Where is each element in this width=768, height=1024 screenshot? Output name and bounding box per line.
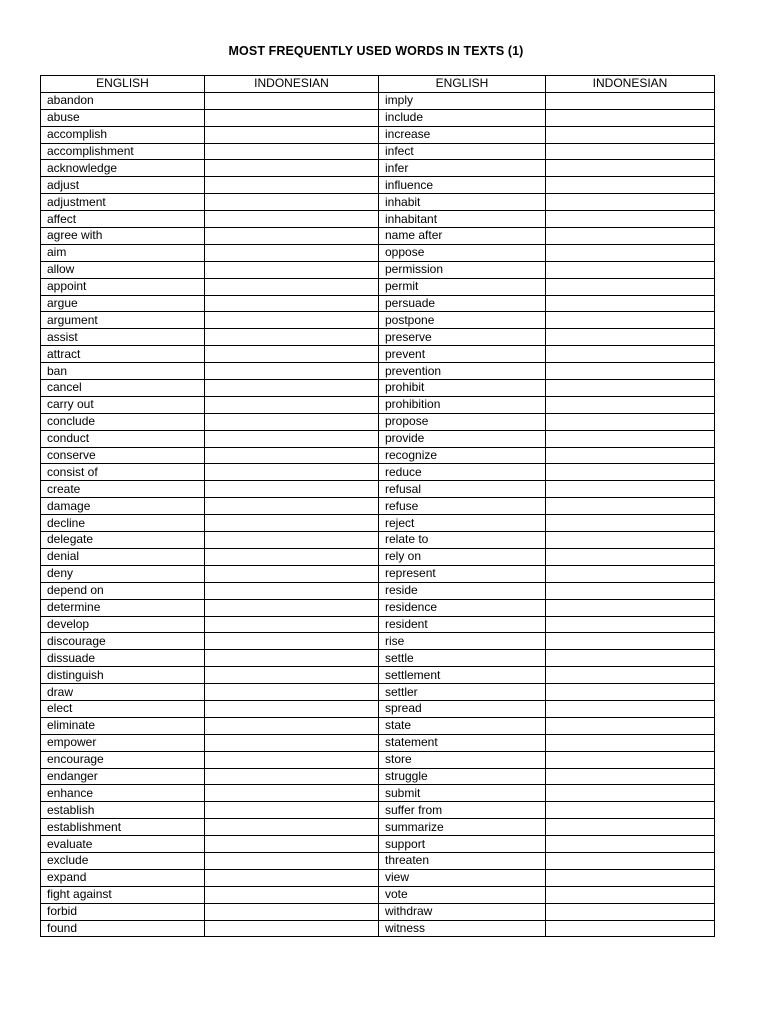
table-row [41, 616, 715, 633]
english-word-right: prohibit [379, 380, 546, 397]
english-word-right: summarize [379, 819, 546, 836]
english-word-left: argument [41, 312, 205, 329]
indonesian-answer-cell-left[interactable] [205, 903, 379, 920]
english-word-left: depend on [41, 582, 205, 599]
english-word-right: settler [379, 684, 546, 701]
table-row [41, 194, 715, 211]
indonesian-answer-cell-left[interactable] [205, 363, 379, 380]
indonesian-answer-cell-left[interactable] [205, 650, 379, 667]
indonesian-answer-cell-right[interactable] [546, 295, 715, 312]
indonesian-answer-cell-right[interactable] [546, 886, 715, 903]
indonesian-answer-cell-right[interactable] [546, 616, 715, 633]
indonesian-answer-cell-right[interactable] [546, 734, 715, 751]
indonesian-answer-cell-left[interactable] [205, 616, 379, 633]
table-row [41, 261, 715, 278]
english-word-left: establishment [41, 819, 205, 836]
english-word-right: inhabitant [379, 211, 546, 228]
english-word-right: submit [379, 785, 546, 802]
indonesian-answer-cell-right[interactable] [546, 819, 715, 836]
indonesian-answer-cell-right[interactable] [546, 903, 715, 920]
table-row [41, 920, 715, 937]
indonesian-answer-cell-right[interactable] [546, 650, 715, 667]
english-word-left: endanger [41, 768, 205, 785]
english-word-right: refuse [379, 498, 546, 515]
page-title: MOST FREQUENTLY USED WORDS IN TEXTS (1) [228, 44, 524, 58]
english-word-left: assist [41, 329, 205, 346]
table-row [41, 582, 715, 599]
indonesian-answer-cell-left[interactable] [205, 582, 379, 599]
indonesian-answer-cell-left[interactable] [205, 430, 379, 447]
english-word-left: cancel [41, 380, 205, 397]
table-row [41, 92, 715, 109]
indonesian-answer-cell-left[interactable] [205, 532, 379, 549]
indonesian-answer-cell-right[interactable] [546, 565, 715, 582]
table-row [41, 532, 715, 549]
english-word-left: deny [41, 565, 205, 582]
indonesian-answer-cell-right[interactable] [546, 143, 715, 160]
english-word-right: suffer from [379, 802, 546, 819]
indonesian-answer-cell-left[interactable] [205, 464, 379, 481]
english-word-left: adjust [41, 177, 205, 194]
english-word-right: view [379, 869, 546, 886]
indonesian-answer-cell-left[interactable] [205, 819, 379, 836]
indonesian-answer-cell-left[interactable] [205, 160, 379, 177]
indonesian-answer-cell-right[interactable] [546, 228, 715, 245]
english-word-right: prevention [379, 363, 546, 380]
table-row [41, 430, 715, 447]
table-row [41, 903, 715, 920]
indonesian-answer-cell-right[interactable] [546, 599, 715, 616]
indonesian-answer-cell-right[interactable] [546, 802, 715, 819]
table-row [41, 802, 715, 819]
indonesian-answer-cell-right[interactable] [546, 700, 715, 717]
table-row [41, 548, 715, 565]
english-word-left: encourage [41, 751, 205, 768]
vocabulary-table-body [41, 92, 715, 937]
indonesian-answer-cell-left[interactable] [205, 734, 379, 751]
indonesian-answer-cell-left[interactable] [205, 261, 379, 278]
indonesian-answer-cell-right[interactable] [546, 447, 715, 464]
table-row [41, 464, 715, 481]
indonesian-answer-cell-left[interactable] [205, 684, 379, 701]
indonesian-answer-cell-left[interactable] [205, 886, 379, 903]
table-row [41, 143, 715, 160]
table-row [41, 278, 715, 295]
indonesian-answer-cell-left[interactable] [205, 869, 379, 886]
indonesian-answer-cell-left[interactable] [205, 244, 379, 261]
indonesian-answer-cell-right[interactable] [546, 211, 715, 228]
english-word-right: settle [379, 650, 546, 667]
indonesian-answer-cell-left[interactable] [205, 413, 379, 430]
indonesian-answer-cell-right[interactable] [546, 177, 715, 194]
table-row [41, 126, 715, 143]
indonesian-answer-cell-left[interactable] [205, 295, 379, 312]
indonesian-answer-cell-right[interactable] [546, 160, 715, 177]
english-word-left: draw [41, 684, 205, 701]
english-word-right: residence [379, 599, 546, 616]
english-word-right: rise [379, 633, 546, 650]
english-word-right: provide [379, 430, 546, 447]
english-word-right: struggle [379, 768, 546, 785]
english-word-right: infer [379, 160, 546, 177]
indonesian-answer-cell-left[interactable] [205, 92, 379, 109]
indonesian-answer-cell-left[interactable] [205, 396, 379, 413]
english-word-left: adjustment [41, 194, 205, 211]
indonesian-answer-cell-right[interactable] [546, 717, 715, 734]
table-row [41, 717, 715, 734]
indonesian-answer-cell-left[interactable] [205, 498, 379, 515]
table-row [41, 380, 715, 397]
english-word-left: establish [41, 802, 205, 819]
table-row [41, 565, 715, 582]
indonesian-answer-cell-left[interactable] [205, 700, 379, 717]
english-word-right: oppose [379, 244, 546, 261]
english-word-left: accomplish [41, 126, 205, 143]
table-row [41, 447, 715, 464]
indonesian-answer-cell-right[interactable] [546, 244, 715, 261]
english-word-right: imply [379, 92, 546, 109]
english-word-left: attract [41, 346, 205, 363]
english-word-right: store [379, 751, 546, 768]
english-word-right: reduce [379, 464, 546, 481]
table-row [41, 160, 715, 177]
english-word-left: carry out [41, 396, 205, 413]
english-word-right: reject [379, 515, 546, 532]
english-word-left: affect [41, 211, 205, 228]
table-row [41, 700, 715, 717]
indonesian-answer-cell-right[interactable] [546, 92, 715, 109]
english-word-right: threaten [379, 852, 546, 869]
indonesian-answer-cell-right[interactable] [546, 413, 715, 430]
indonesian-answer-cell-right[interactable] [546, 869, 715, 886]
indonesian-answer-cell-right[interactable] [546, 532, 715, 549]
table-header-row [41, 76, 715, 93]
english-word-right: relate to [379, 532, 546, 549]
english-word-left: abandon [41, 92, 205, 109]
indonesian-answer-cell-right[interactable] [546, 481, 715, 498]
english-word-left: delegate [41, 532, 205, 549]
english-word-left: denial [41, 548, 205, 565]
english-word-right: witness [379, 920, 546, 937]
table-row [41, 498, 715, 515]
english-word-right: include [379, 109, 546, 126]
indonesian-answer-cell-right[interactable] [546, 346, 715, 363]
indonesian-answer-cell-left[interactable] [205, 312, 379, 329]
indonesian-answer-cell-left[interactable] [205, 447, 379, 464]
indonesian-answer-cell-right[interactable] [546, 515, 715, 532]
english-word-left: allow [41, 261, 205, 278]
indonesian-answer-cell-left[interactable] [205, 920, 379, 937]
indonesian-answer-cell-right[interactable] [546, 768, 715, 785]
english-word-left: create [41, 481, 205, 498]
indonesian-answer-cell-right[interactable] [546, 261, 715, 278]
table-row [41, 751, 715, 768]
table-row [41, 413, 715, 430]
indonesian-answer-cell-right[interactable] [546, 633, 715, 650]
english-word-right: postpone [379, 312, 546, 329]
indonesian-answer-cell-right[interactable] [546, 582, 715, 599]
english-word-right: preserve [379, 329, 546, 346]
indonesian-answer-cell-right[interactable] [546, 329, 715, 346]
english-word-right: resident [379, 616, 546, 633]
english-word-left: acknowledge [41, 160, 205, 177]
indonesian-answer-cell-right[interactable] [546, 396, 715, 413]
english-word-left: conserve [41, 447, 205, 464]
table-row [41, 109, 715, 126]
indonesian-answer-cell-right[interactable] [546, 278, 715, 295]
english-word-left: evaluate [41, 836, 205, 853]
indonesian-answer-cell-left[interactable] [205, 481, 379, 498]
indonesian-answer-cell-left[interactable] [205, 633, 379, 650]
indonesian-answer-cell-left[interactable] [205, 768, 379, 785]
table-row [41, 177, 715, 194]
indonesian-answer-cell-right[interactable] [546, 852, 715, 869]
indonesian-answer-cell-left[interactable] [205, 380, 379, 397]
english-word-left: dissuade [41, 650, 205, 667]
english-word-left: conclude [41, 413, 205, 430]
indonesian-answer-cell-right[interactable] [546, 785, 715, 802]
table-row [41, 599, 715, 616]
table-row [41, 363, 715, 380]
english-word-left: distinguish [41, 667, 205, 684]
english-word-right: permission [379, 261, 546, 278]
english-word-left: abuse [41, 109, 205, 126]
english-word-right: reside [379, 582, 546, 599]
indonesian-answer-cell-left[interactable] [205, 599, 379, 616]
indonesian-answer-cell-left[interactable] [205, 211, 379, 228]
english-word-right: withdraw [379, 903, 546, 920]
english-word-right: name after [379, 228, 546, 245]
english-word-right: recognize [379, 447, 546, 464]
english-word-right: influence [379, 177, 546, 194]
indonesian-answer-cell-left[interactable] [205, 228, 379, 245]
indonesian-answer-cell-right[interactable] [546, 667, 715, 684]
indonesian-answer-cell-right[interactable] [546, 363, 715, 380]
indonesian-answer-cell-right[interactable] [546, 751, 715, 768]
english-word-left: ban [41, 363, 205, 380]
table-row [41, 869, 715, 886]
header-indonesian-left: INDONESIAN [205, 76, 379, 93]
indonesian-answer-cell-left[interactable] [205, 109, 379, 126]
english-word-right: spread [379, 700, 546, 717]
indonesian-answer-cell-left[interactable] [205, 143, 379, 160]
table-row [41, 515, 715, 532]
table-row [41, 633, 715, 650]
english-word-left: enhance [41, 785, 205, 802]
english-word-right: state [379, 717, 546, 734]
table-row [41, 768, 715, 785]
table-row [41, 295, 715, 312]
english-word-left: expand [41, 869, 205, 886]
english-word-right: prohibition [379, 396, 546, 413]
english-word-left: conduct [41, 430, 205, 447]
indonesian-answer-cell-left[interactable] [205, 852, 379, 869]
indonesian-answer-cell-right[interactable] [546, 836, 715, 853]
indonesian-answer-cell-right[interactable] [546, 430, 715, 447]
english-word-right: inhabit [379, 194, 546, 211]
english-word-left: damage [41, 498, 205, 515]
table-row [41, 684, 715, 701]
indonesian-answer-cell-right[interactable] [546, 126, 715, 143]
header-indonesian-right: INDONESIAN [546, 76, 715, 93]
indonesian-answer-cell-left[interactable] [205, 751, 379, 768]
english-word-left: determine [41, 599, 205, 616]
indonesian-answer-cell-left[interactable] [205, 515, 379, 532]
english-word-left: exclude [41, 852, 205, 869]
indonesian-answer-cell-right[interactable] [546, 194, 715, 211]
indonesian-answer-cell-left[interactable] [205, 329, 379, 346]
table-row [41, 228, 715, 245]
english-word-right: propose [379, 413, 546, 430]
indonesian-answer-cell-left[interactable] [205, 126, 379, 143]
table-row [41, 329, 715, 346]
indonesian-answer-cell-left[interactable] [205, 717, 379, 734]
english-word-left: accomplishment [41, 143, 205, 160]
english-word-left: found [41, 920, 205, 937]
english-word-right: vote [379, 886, 546, 903]
english-word-right: infect [379, 143, 546, 160]
english-word-left: appoint [41, 278, 205, 295]
english-word-right: settlement [379, 667, 546, 684]
indonesian-answer-cell-right[interactable] [546, 920, 715, 937]
english-word-left: discourage [41, 633, 205, 650]
indonesian-answer-cell-left[interactable] [205, 667, 379, 684]
english-word-right: permit [379, 278, 546, 295]
vocabulary-table [40, 75, 715, 937]
header-english-right: ENGLISH [379, 76, 546, 93]
indonesian-answer-cell-right[interactable] [546, 380, 715, 397]
english-word-left: decline [41, 515, 205, 532]
table-row [41, 734, 715, 751]
indonesian-answer-cell-left[interactable] [205, 278, 379, 295]
indonesian-answer-cell-right[interactable] [546, 548, 715, 565]
english-word-right: prevent [379, 346, 546, 363]
table-row [41, 346, 715, 363]
english-word-left: eliminate [41, 717, 205, 734]
indonesian-answer-cell-right[interactable] [546, 109, 715, 126]
indonesian-answer-cell-left[interactable] [205, 836, 379, 853]
english-word-right: rely on [379, 548, 546, 565]
english-word-left: consist of [41, 464, 205, 481]
indonesian-answer-cell-left[interactable] [205, 194, 379, 211]
indonesian-answer-cell-right[interactable] [546, 464, 715, 481]
english-word-left: argue [41, 295, 205, 312]
indonesian-answer-cell-left[interactable] [205, 785, 379, 802]
table-row [41, 852, 715, 869]
table-row [41, 481, 715, 498]
table-row [41, 244, 715, 261]
english-word-right: support [379, 836, 546, 853]
table-row [41, 312, 715, 329]
indonesian-answer-cell-right[interactable] [546, 498, 715, 515]
table-row [41, 211, 715, 228]
table-row [41, 886, 715, 903]
indonesian-answer-cell-left[interactable] [205, 802, 379, 819]
table-row [41, 650, 715, 667]
english-word-left: elect [41, 700, 205, 717]
table-row [41, 836, 715, 853]
english-word-left: aim [41, 244, 205, 261]
table-row [41, 396, 715, 413]
english-word-right: represent [379, 565, 546, 582]
indonesian-answer-cell-left[interactable] [205, 548, 379, 565]
english-word-right: statement [379, 734, 546, 751]
indonesian-answer-cell-right[interactable] [546, 312, 715, 329]
english-word-right: refusal [379, 481, 546, 498]
indonesian-answer-cell-left[interactable] [205, 177, 379, 194]
english-word-left: forbid [41, 903, 205, 920]
table-row [41, 785, 715, 802]
english-word-left: fight against [41, 886, 205, 903]
header-english-left: ENGLISH [41, 76, 205, 93]
english-word-left: empower [41, 734, 205, 751]
table-row [41, 667, 715, 684]
english-word-left: agree with [41, 228, 205, 245]
english-word-right: persuade [379, 295, 546, 312]
indonesian-answer-cell-left[interactable] [205, 346, 379, 363]
indonesian-answer-cell-right[interactable] [546, 684, 715, 701]
english-word-left: develop [41, 616, 205, 633]
indonesian-answer-cell-left[interactable] [205, 565, 379, 582]
english-word-right: increase [379, 126, 546, 143]
table-row [41, 819, 715, 836]
